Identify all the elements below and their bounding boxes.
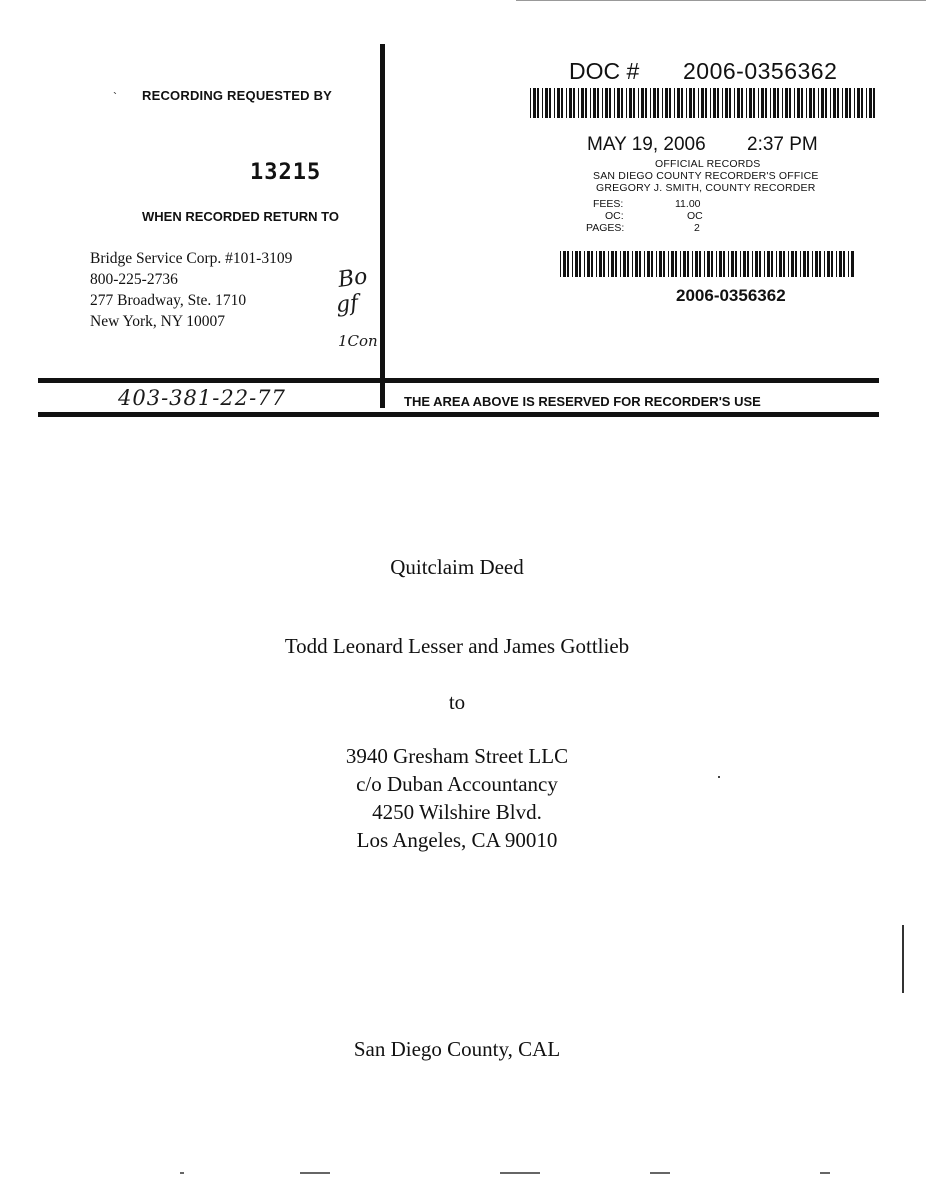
barcode-bar — [806, 88, 807, 118]
barcode-bar — [669, 88, 671, 118]
barcode-bar — [561, 88, 563, 118]
barcode-bar — [723, 251, 725, 277]
barcode-bar — [608, 251, 609, 277]
fee-label: FEES: — [593, 198, 624, 210]
barcode-bar — [827, 251, 830, 277]
barcode-bar — [545, 88, 548, 118]
barcode-bar — [542, 88, 543, 118]
barcode-bar — [737, 88, 740, 118]
barcode-bar — [800, 251, 801, 277]
barcode-bar — [627, 251, 629, 277]
scan-speck — [718, 776, 720, 778]
barcode-bar — [663, 251, 665, 277]
return-address-line: 800-225-2736 — [90, 271, 178, 288]
barcode-bar — [813, 88, 815, 118]
barcode-bar — [693, 88, 695, 118]
barcode-bar — [597, 88, 599, 118]
barcode-bar — [759, 251, 761, 277]
barcode-bar — [785, 88, 788, 118]
barcode-bar — [633, 88, 635, 118]
barcode-bar — [791, 251, 794, 277]
barcode-bar — [530, 88, 531, 118]
barcode-bar — [716, 251, 717, 277]
barcode-bar — [782, 88, 783, 118]
barcode-bar — [611, 251, 614, 277]
handwritten-apn: 403-381-22-77 — [118, 386, 286, 410]
barcode-bar — [659, 251, 662, 277]
barcode-bar — [680, 251, 681, 277]
barcode-bar — [719, 251, 722, 277]
barcode-bar — [783, 251, 785, 277]
barcode-bar — [824, 251, 825, 277]
barcode-bar — [575, 251, 578, 277]
barcode-bar — [854, 88, 855, 118]
barcode-bar — [614, 88, 615, 118]
barcode-bar — [729, 88, 731, 118]
barcode-bar — [797, 88, 800, 118]
barcode-bar — [788, 251, 789, 277]
barcode-bar — [815, 251, 818, 277]
barcode-bar — [560, 251, 561, 277]
barcode-bar — [869, 88, 872, 118]
barcode-bar — [639, 251, 641, 277]
barcode-bar — [818, 88, 819, 118]
county: San Diego County, CAL — [353, 1037, 561, 1061]
barcode-bar — [717, 88, 719, 118]
barcode-bar — [848, 251, 849, 277]
reference-number: 13215 — [250, 160, 322, 185]
barcode-bar — [741, 88, 743, 118]
barcode-bar — [566, 88, 567, 118]
handwritten-note: Bo — [336, 264, 370, 293]
barcode-bar — [773, 88, 776, 118]
barcode-bar — [567, 251, 569, 277]
barcode-bar — [857, 88, 860, 118]
doc-number-label: DOC # — [569, 58, 640, 84]
barcode-bar — [587, 251, 590, 277]
deed-title: Quitclaim Deed — [390, 555, 524, 579]
barcode-bar — [585, 88, 587, 118]
fee-value: 2 — [694, 222, 700, 234]
barcode-bar — [843, 251, 845, 277]
barcode-bar — [755, 251, 758, 277]
barcode-bar — [845, 88, 848, 118]
handwritten-note: gf — [334, 290, 360, 319]
barcode-bar — [764, 251, 765, 277]
barcode-bar — [599, 251, 602, 277]
fee-value: OC — [687, 210, 703, 222]
barcode-bar — [833, 88, 836, 118]
barcode-bar — [668, 251, 669, 277]
barcode-bar — [771, 251, 773, 277]
barcode-bar — [789, 88, 791, 118]
doc-number-bottom: 2006-0356362 — [676, 286, 786, 305]
barcode-bar — [803, 251, 806, 277]
barcode-bar — [711, 251, 713, 277]
barcode-bar — [651, 251, 653, 277]
barcode-bar — [537, 88, 539, 118]
barcode-bar — [623, 251, 626, 277]
barcode-bar — [713, 88, 716, 118]
barcode-top — [530, 88, 878, 118]
barcode-bar — [801, 88, 803, 118]
barcode-bar — [873, 88, 875, 118]
barcode-bar — [638, 88, 639, 118]
barcode-bar — [695, 251, 698, 277]
barcode-bar — [698, 88, 699, 118]
barcode-bar — [569, 88, 572, 118]
barcode-bar — [656, 251, 657, 277]
barcode-bar — [533, 88, 536, 118]
barcode-bar — [689, 88, 692, 118]
handwritten-note: 1Con — [338, 332, 378, 350]
barcode-bar — [603, 251, 605, 277]
return-address-line: 277 Broadway, Ste. 1710 — [90, 292, 247, 309]
barcode-bar — [662, 88, 663, 118]
barcode-bar — [819, 251, 821, 277]
barcode-bar — [740, 251, 741, 277]
barcode-bar — [722, 88, 723, 118]
when-recorded-return-to-label: WHEN RECORDED RETURN TO — [142, 209, 339, 224]
barcode-bar — [728, 251, 729, 277]
barcode-bar — [635, 251, 638, 277]
barcode-bar — [809, 88, 812, 118]
barcode-bar — [851, 251, 854, 277]
barcode-bar — [837, 88, 839, 118]
barcode-bar — [573, 88, 575, 118]
barcode-bar — [644, 251, 645, 277]
barcode-bar — [821, 88, 824, 118]
recording-time: 2:37 PM — [747, 134, 818, 155]
barcode-bar — [549, 88, 551, 118]
barcode-bar — [665, 88, 668, 118]
scan-edge-mark — [902, 925, 904, 993]
recording-requested-by-label: RECORDING REQUESTED BY — [142, 88, 333, 103]
barcode-bar — [609, 88, 611, 118]
barcode-bar — [674, 88, 675, 118]
barcode-bar — [632, 251, 633, 277]
barcode-bar — [725, 88, 728, 118]
barcode-bar — [626, 88, 627, 118]
barcode-bar — [735, 251, 737, 277]
barcode-bar — [731, 251, 734, 277]
barcode-bar — [831, 251, 833, 277]
scan-bottom-mark — [300, 1172, 330, 1174]
barcode-bar — [770, 88, 771, 118]
grantee-line: 4250 Wilshire Blvd. — [372, 800, 542, 824]
doc-number: 2006-0356362 — [683, 58, 838, 84]
return-address-line: Bridge Service Corp. #101-3109 — [90, 250, 293, 267]
barcode-bar — [743, 251, 746, 277]
barcode-bar — [830, 88, 831, 118]
fee-value: 11.00 — [675, 198, 701, 210]
barcode-bar — [572, 251, 573, 277]
barcode-bar — [615, 251, 617, 277]
barcode-bar — [836, 251, 837, 277]
barcode-bar — [746, 88, 747, 118]
grantors: Todd Leonard Lesser and James Gottlieb — [284, 634, 630, 658]
header-rule-upper — [38, 378, 879, 383]
barcode-bar — [681, 88, 683, 118]
barcode-bar — [861, 88, 863, 118]
barcode-bar — [641, 88, 644, 118]
fee-label: OC: — [605, 210, 624, 222]
barcode-bar — [686, 88, 687, 118]
barcode-bar — [593, 88, 596, 118]
barcode-bar — [710, 88, 711, 118]
recorder-office-line: OFFICIAL RECORDS — [655, 158, 761, 170]
barcode-bar — [590, 88, 591, 118]
barcode-bar — [683, 251, 686, 277]
barcode-bar — [842, 88, 843, 118]
fee-label: PAGES: — [586, 222, 625, 234]
barcode-bar — [554, 88, 555, 118]
scan-bottom-mark — [180, 1172, 184, 1174]
barcode-bar — [605, 88, 608, 118]
grantee-line: c/o Duban Accountancy — [356, 772, 558, 796]
barcode-bar — [779, 251, 782, 277]
barcode-bar — [557, 88, 560, 118]
barcode-bar — [866, 88, 867, 118]
barcode-bar — [563, 251, 566, 277]
to-word: to — [448, 690, 466, 714]
barcode-bar — [752, 251, 753, 277]
recording-date: MAY 19, 2006 — [587, 134, 706, 155]
barcode-bar — [701, 88, 704, 118]
recorder-office-line: SAN DIEGO COUNTY RECORDER'S OFFICE — [593, 170, 819, 182]
barcode-bar — [596, 251, 597, 277]
barcode-bar — [776, 251, 777, 277]
stray-mark: ` — [113, 90, 117, 104]
barcode-bar — [581, 88, 584, 118]
barcode-bar — [753, 88, 755, 118]
barcode-bar — [767, 251, 770, 277]
barcode-bar — [747, 251, 749, 277]
barcode-bar — [620, 251, 621, 277]
barcode-bar — [657, 88, 659, 118]
barcode-bar — [584, 251, 585, 277]
barcode-bar — [650, 88, 651, 118]
barcode-bar — [707, 251, 710, 277]
reserved-area-note: THE AREA ABOVE IS RESERVED FOR RECORDER'S USE — [404, 394, 761, 409]
scan-bottom-mark — [500, 1172, 540, 1174]
barcode-bottom — [560, 251, 858, 277]
barcode-bar — [758, 88, 759, 118]
barcode-bar — [645, 88, 647, 118]
barcode-bar — [704, 251, 705, 277]
barcode-bar — [765, 88, 767, 118]
barcode-bar — [578, 88, 579, 118]
grantee-line: Los Angeles, CA 90010 — [356, 828, 558, 852]
scan-bottom-mark — [820, 1172, 830, 1174]
barcode-bar — [647, 251, 650, 277]
barcode-bar — [849, 88, 851, 118]
barcode-bar — [621, 88, 623, 118]
barcode-bar — [705, 88, 707, 118]
barcode-bar — [807, 251, 809, 277]
barcode-bar — [677, 88, 680, 118]
barcode-bar — [734, 88, 735, 118]
barcode-bar — [699, 251, 701, 277]
barcode-bar — [653, 88, 656, 118]
barcode-bar — [675, 251, 677, 277]
recorder-office-line: GREGORY J. SMITH, COUNTY RECORDER — [596, 182, 816, 194]
barcode-bar — [687, 251, 689, 277]
barcode-bar — [749, 88, 752, 118]
barcode-bar — [794, 88, 795, 118]
header-rule-lower — [38, 412, 879, 417]
barcode-bar — [602, 88, 603, 118]
barcode-bar — [812, 251, 813, 277]
top-edge-line — [516, 0, 926, 1]
barcode-bar — [692, 251, 693, 277]
barcode-bar — [825, 88, 827, 118]
barcode-bar — [761, 88, 764, 118]
scan-bottom-mark — [650, 1172, 670, 1174]
barcode-bar — [617, 88, 620, 118]
return-address-line: New York, NY 10007 — [90, 313, 226, 330]
grantee-line: 3940 Gresham Street LLC — [345, 744, 569, 768]
barcode-bar — [579, 251, 581, 277]
barcode-bar — [629, 88, 632, 118]
header-vertical-rule — [380, 44, 385, 408]
barcode-bar — [839, 251, 842, 277]
barcode-bar — [795, 251, 797, 277]
barcode-bar — [591, 251, 593, 277]
barcode-bar — [671, 251, 674, 277]
barcode-bar — [777, 88, 779, 118]
